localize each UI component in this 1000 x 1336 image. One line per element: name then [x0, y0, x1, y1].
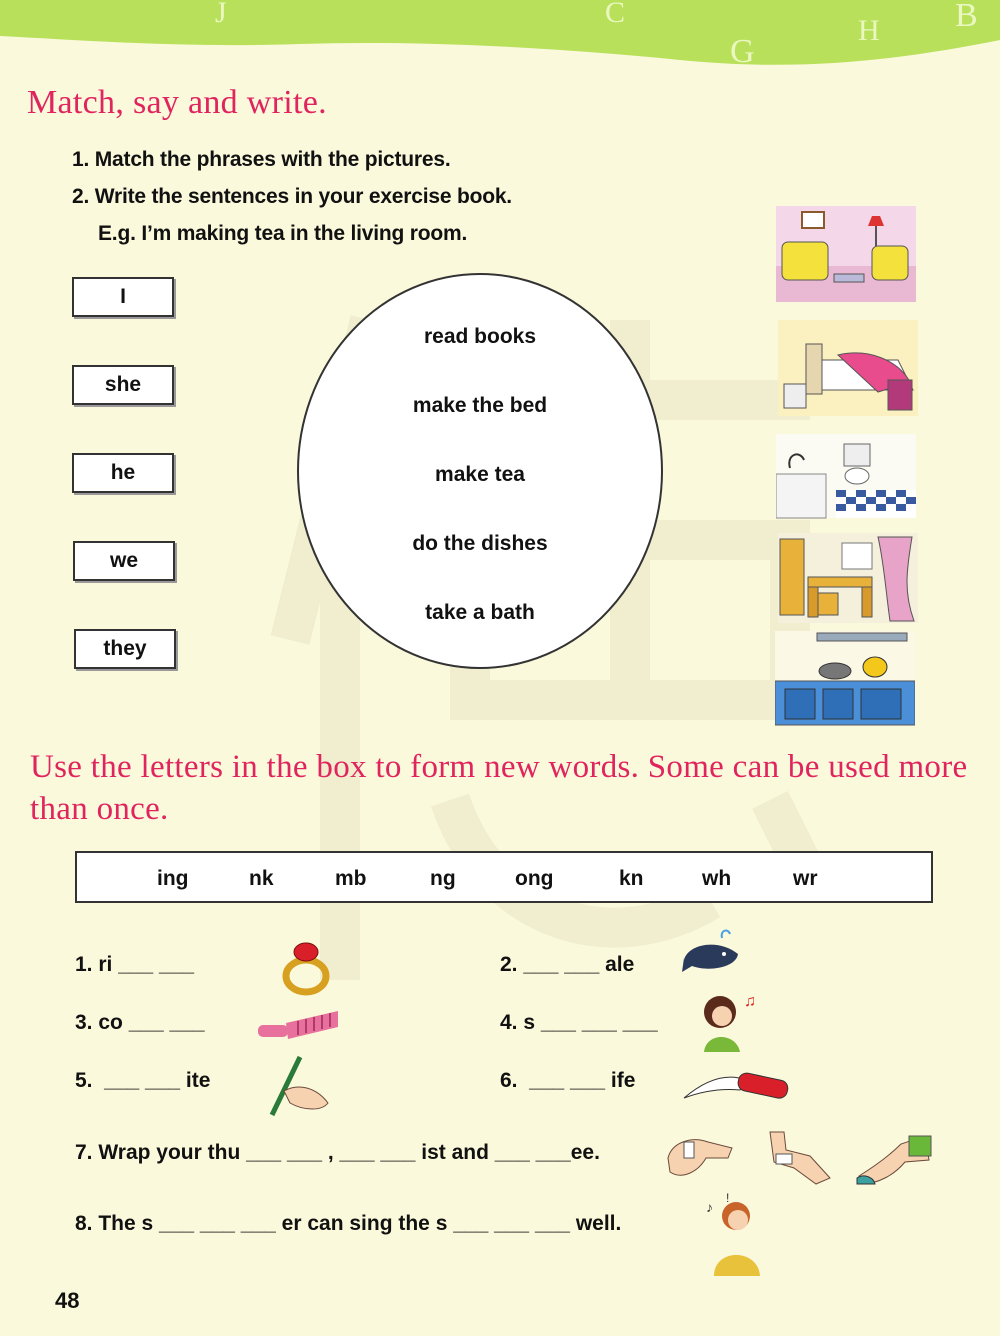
exercise-6: 6. ___ ___ ife	[500, 1069, 636, 1092]
letter-ing: ing	[157, 867, 189, 890]
svg-text:♪: ♪	[706, 1199, 713, 1215]
example-sentence: E.g. I’m making tea in the living room.	[98, 222, 468, 245]
svg-text:!: !	[726, 1192, 730, 1205]
exercise-5: 5. ___ ___ ite	[75, 1069, 211, 1092]
living-room-picture	[776, 206, 916, 302]
pronoun-box-he: he	[72, 453, 174, 493]
letter-wr: wr	[793, 867, 818, 890]
exercise-2: 2. ___ ___ ale	[500, 953, 635, 976]
top-decorative-band	[0, 0, 1000, 70]
letter-wh: wh	[702, 867, 732, 890]
pronoun-box-i: I	[72, 277, 174, 317]
exercise-7: 7. Wrap your thu ___ ___ , ___ ___ ist and ___ ___ee.	[75, 1141, 600, 1164]
svg-text:C: C	[605, 0, 626, 29]
letter-ng: ng	[430, 867, 456, 890]
thumb-wrap-icon	[662, 1128, 736, 1182]
letter-nk: nk	[249, 867, 274, 890]
letter-box	[75, 851, 933, 903]
pronoun-box-they: they	[74, 629, 176, 669]
letter-kn: kn	[619, 867, 644, 890]
svg-text:G: G	[730, 33, 755, 70]
page-number: 48	[55, 1288, 80, 1313]
study-room-picture	[778, 530, 918, 626]
singing-girl-icon	[696, 988, 766, 1052]
pronoun-box-she: she	[72, 365, 174, 405]
svg-text:J: J	[215, 0, 227, 29]
svg-text:H: H	[858, 14, 880, 47]
writing-hand-icon	[268, 1053, 336, 1119]
phrase-read-books: read books	[423, 325, 537, 348]
whale-icon	[678, 928, 746, 976]
phrase-do-the-dishes: do the dishes	[412, 532, 548, 555]
phrase-make-tea: make tea	[435, 463, 525, 486]
exercise-3: 3. co ___ ___	[75, 1011, 205, 1034]
svg-text:♫: ♫	[744, 993, 756, 1010]
letter-ong: ong	[515, 867, 554, 890]
pronoun-box-we: we	[73, 541, 175, 581]
knee-wrap-icon	[855, 1126, 935, 1188]
svg-text:B: B	[955, 0, 978, 34]
exercise-1: 1. ri ___ ___	[75, 953, 195, 976]
exercise-8: 8. The s ___ ___ ___ er can sing the s ___ ___ ___ well.	[75, 1212, 622, 1235]
letter-mb: mb	[335, 867, 367, 890]
kitchen-picture	[775, 630, 915, 726]
section1-title: Match, say and write.	[27, 84, 327, 121]
singer-icon	[700, 1192, 770, 1276]
phrase-take-a-bath: take a bath	[425, 601, 535, 624]
bathroom-picture	[776, 428, 916, 524]
ring-icon	[278, 938, 334, 996]
wrist-wrap-icon	[760, 1126, 832, 1186]
instruction-2: 2. Write the sentences in your exercise book.	[72, 185, 512, 208]
comb-icon	[258, 1005, 340, 1045]
section2-title: Use the letters in the box to form new words. Some can be used more than once.	[30, 749, 968, 827]
exercise-4: 4. s ___ ___ ___	[500, 1011, 658, 1034]
knife-icon	[680, 1066, 790, 1106]
instruction-1: 1. Match the phrases with the pictures.	[72, 148, 451, 171]
phrase-make-the-bed: make the bed	[412, 394, 548, 417]
bedroom-picture	[778, 320, 918, 416]
